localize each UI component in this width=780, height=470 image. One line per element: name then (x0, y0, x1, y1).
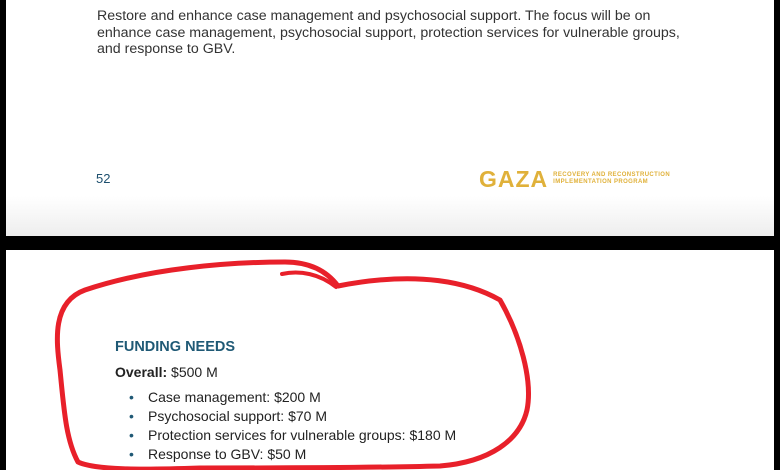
funding-heading: FUNDING NEEDS (115, 339, 236, 355)
list-item: • Response to GBV: $50 M (129, 446, 307, 462)
bullet-icon: • (129, 427, 134, 443)
list-item: • Psychosocial support: $70 M (129, 408, 327, 424)
document-page-top (6, 0, 774, 236)
bullet-icon: • (129, 446, 134, 462)
program-logo (479, 166, 670, 192)
overall-value: $500 M (171, 364, 218, 380)
page-number: 52 (96, 171, 111, 186)
logo-subtitle (553, 172, 670, 186)
overall-funding (115, 364, 218, 380)
list-item: • Protection services for vulnerable groups: $180 M (129, 427, 457, 443)
logo-word: GAZA (479, 165, 549, 192)
funding-list (128, 388, 456, 464)
logo-subtitle-line1: RECOVERY AND RECONSTRUCTION (553, 172, 671, 178)
logo-subtitle-line2: IMPLEMENTATION PROGRAM (553, 179, 649, 185)
bullet-icon: • (129, 389, 134, 405)
bullet-icon: • (129, 408, 134, 424)
body-paragraph: Restore and enhance case management and psychosocial support. The focus will be on enhance case management, psychosocial support, protection services for vulnerable groups, and response to GBV. (97, 8, 680, 57)
document-page-bottom (6, 250, 774, 470)
page-shadow (6, 196, 774, 236)
overall-label: Overall: (115, 364, 168, 380)
list-item: • Case management: $200 M (129, 389, 321, 405)
